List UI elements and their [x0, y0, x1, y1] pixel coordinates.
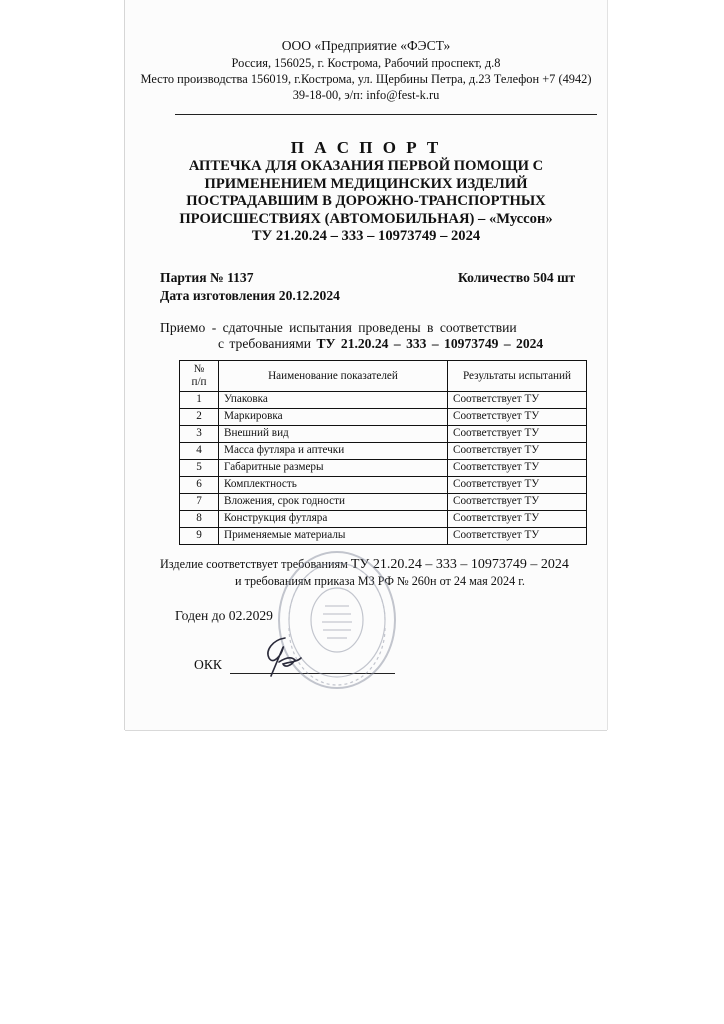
title-line-3: ПОСТРАДАВШИМ В ДОРОЖНО-ТРАНСПОРТНЫХ [186, 193, 546, 210]
header-divider [175, 114, 597, 115]
row-parameter: Комплектность [219, 477, 448, 494]
table-row [180, 528, 587, 545]
conformity-line-2: и требованиям приказа МЗ РФ № 260н от 24 мая 2024 г. [235, 574, 525, 588]
table-row [180, 392, 587, 409]
row-result: Соответствует ТУ [448, 460, 587, 477]
table-header-row [180, 361, 587, 392]
row-result: Соответствует ТУ [448, 443, 587, 460]
col-header-number-abbr: п/п [191, 376, 207, 388]
row-number: 9 [180, 528, 219, 545]
tests-requirements-prefix: с требованиями [218, 336, 312, 351]
col-header-number-symbol: № [193, 363, 205, 375]
row-parameter: Упаковка [219, 392, 448, 409]
conformity-prefix: Изделие соответствует требованиям [160, 557, 348, 571]
row-number: 4 [180, 443, 219, 460]
valid-until: Годен до 02.2029 [175, 608, 273, 623]
row-number: 8 [180, 511, 219, 528]
okk-label: ОКК [194, 657, 222, 672]
row-number: 7 [180, 494, 219, 511]
title-line-4: ПРОИСШЕСТВИЯХ (АВТОМОБИЛЬНАЯ) – «Муссон» [179, 210, 553, 227]
row-result: Соответствует ТУ [448, 426, 587, 443]
tests-statement-line-1: Приемо - сдаточные испытания проведены в соответствии [160, 320, 517, 335]
row-number: 3 [180, 426, 219, 443]
row-parameter: Маркировка [219, 409, 448, 426]
batch-number: Партия № 1137 [160, 270, 254, 285]
quantity: Количество 504 шт [458, 270, 576, 285]
row-result: Соответствует ТУ [448, 511, 587, 528]
title-line-1: АПТЕЧКА ДЛЯ ОКАЗАНИЯ ПЕРВОЙ ПОМОЩИ С [188, 158, 544, 174]
row-parameter: Внешний вид [219, 426, 448, 443]
table-row [180, 409, 587, 426]
row-result: Соответствует ТУ [448, 494, 587, 511]
table-row [180, 477, 587, 494]
row-parameter: Конструкция футляра [219, 511, 448, 528]
table-row [180, 426, 587, 443]
address-line-2: Место производства 156019, г.Кострома, ул. Щербины Петра, д.23 Телефон +7 (4942) [140, 72, 592, 86]
col-header-number [180, 361, 219, 392]
doc-type-heading: П А С П О Р Т [290, 138, 442, 157]
col-header-name: Наименование показателей [219, 361, 448, 392]
row-result: Соответствует ТУ [448, 392, 587, 409]
table-row [180, 511, 587, 528]
table-row [180, 443, 587, 460]
col-header-result: Результаты испытаний [448, 361, 587, 392]
passport-sheet [125, 0, 607, 730]
tests-spec-code: ТУ 21.20.24 – 333 – 10973749 – 2024 [316, 336, 544, 351]
test-results-table [179, 360, 587, 545]
table-row [180, 460, 587, 477]
manufacture-date: Дата изготовления 20.12.2024 [160, 288, 340, 303]
row-result: Соответствует ТУ [448, 409, 587, 426]
row-result: Соответствует ТУ [448, 528, 587, 545]
tests-statement-line-2 [218, 336, 543, 352]
row-parameter: Габаритные размеры [219, 460, 448, 477]
title-line-2: ПРИМЕНЕНИЕМ МЕДИЦИНСКИХ ИЗДЕЛИЙ [204, 175, 528, 192]
address-line-3: 39-18-00, э/п: info@fest-k.ru [292, 88, 440, 102]
row-parameter: Вложения, срок годности [219, 494, 448, 511]
title-line-5: ТУ 21.20.24 – 333 – 10973749 – 2024 [251, 228, 481, 245]
row-result: Соответствует ТУ [448, 477, 587, 494]
row-number: 2 [180, 409, 219, 426]
row-parameter: Применяемые материалы [219, 528, 448, 545]
address-line-1: Россия, 156025, г. Кострома, Рабочий проспект, д.8 [231, 56, 501, 70]
table-row [180, 494, 587, 511]
row-number: 5 [180, 460, 219, 477]
conformity-spec-code: ТУ 21.20.24 – 333 – 10973749 – 2024 [350, 557, 569, 572]
signature-mark [255, 632, 305, 680]
row-number: 6 [180, 477, 219, 494]
row-parameter: Масса футляра и аптечки [219, 443, 448, 460]
document-title [125, 138, 607, 246]
row-number: 1 [180, 392, 219, 409]
company-name: ООО «Предприятие «ФЭСТ» [281, 38, 451, 53]
